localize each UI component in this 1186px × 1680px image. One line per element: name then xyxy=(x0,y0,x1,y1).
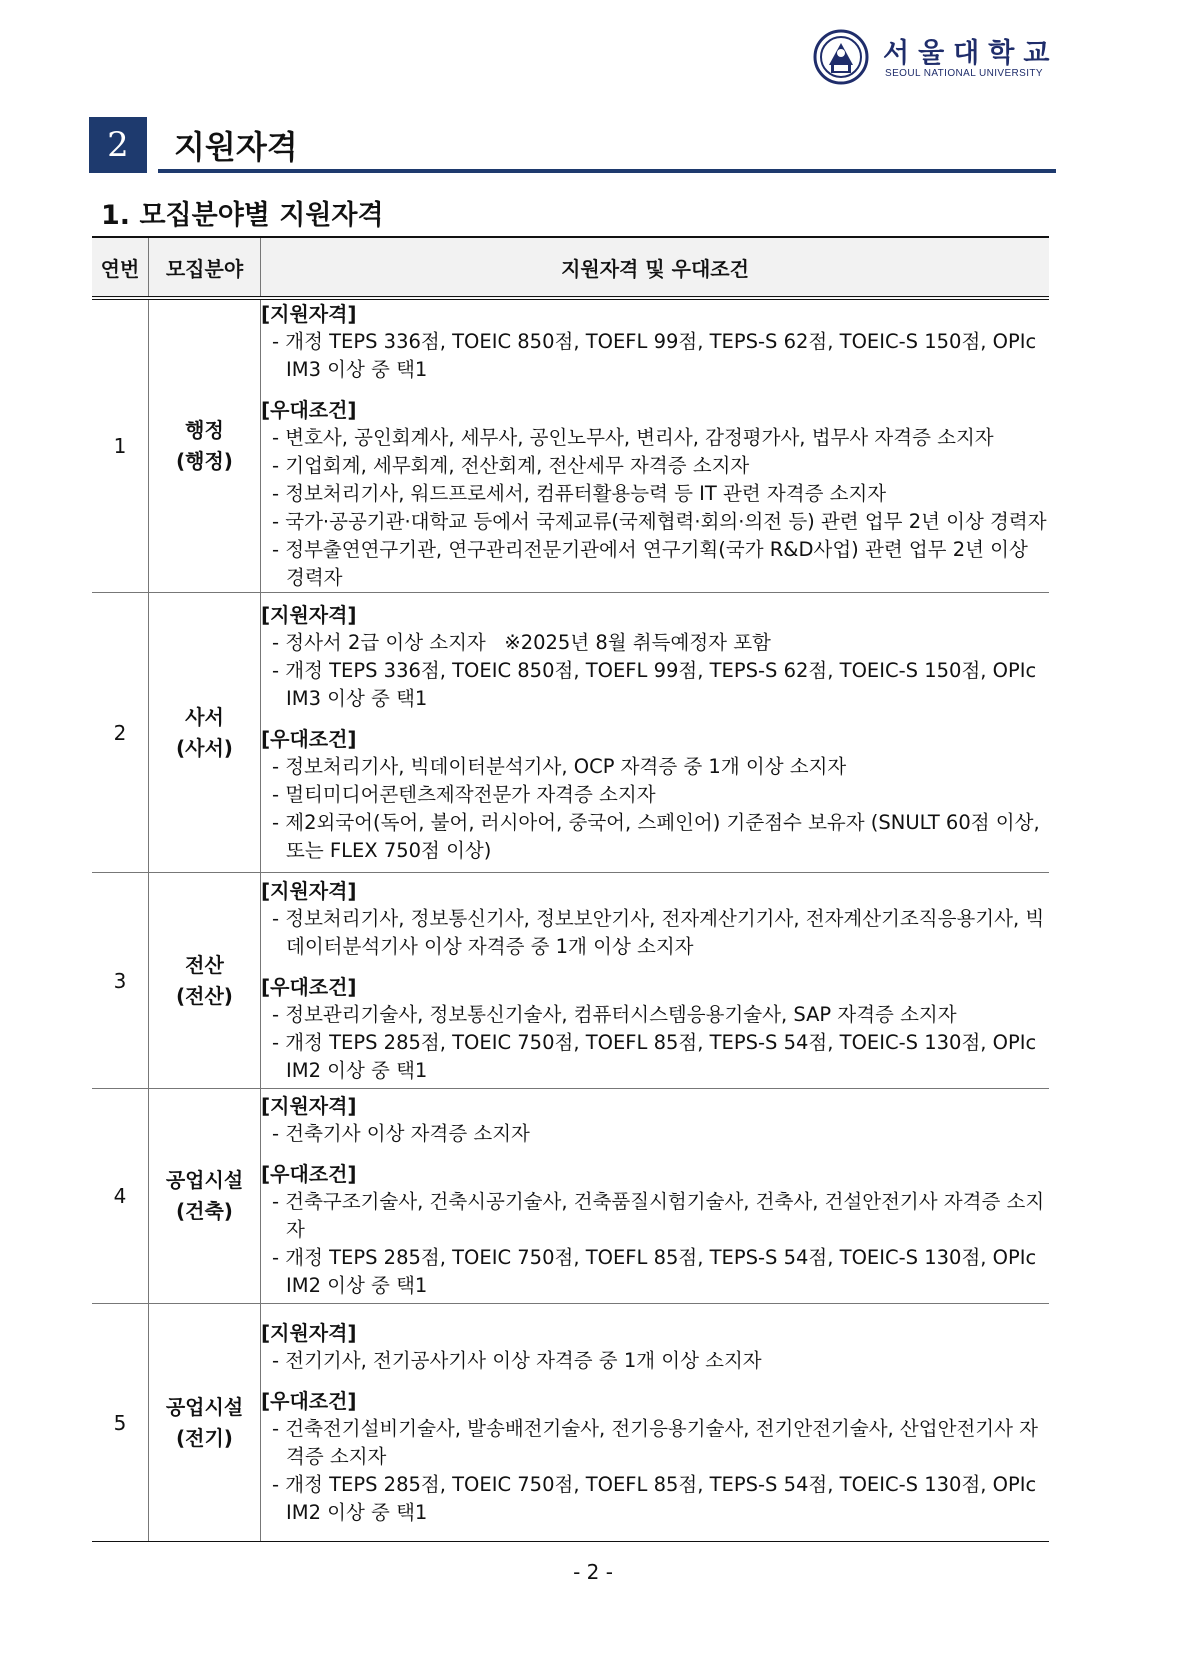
preference-heading: [우대조건] xyxy=(261,398,357,422)
qualification-block xyxy=(261,1092,1049,1148)
qualification-item: - 개정 TEPS 336점, TOEIC 850점, TOEFL 99점, TEPS-S 62점, TOEIC-S 150점, OPIc IM3 이상 중 택1 xyxy=(272,658,1037,710)
preference-heading: [우대조건] xyxy=(261,726,357,751)
header-qualification: 지원자격 및 우대조건 xyxy=(261,237,1050,298)
preference-item: - 제2외국어(독어, 불어, 러시아어, 중국어, 스페인어) 기준점수 보유자 (SNULT 60점 이상, 또는 FLEX 750점 이상) xyxy=(272,810,1040,862)
row-number: 1 xyxy=(92,298,149,593)
field-sub: (사서) xyxy=(176,735,233,760)
qualification-item: - 정보처리기사, 정보통신기사, 정보보안기사, 전자계산기기사, 전자계산기조직응용기사, 빅데이터분석기사 이상 자격증 중 1개 이상 소지자 xyxy=(272,906,1045,958)
university-logo xyxy=(813,27,1061,85)
qualification-table xyxy=(92,236,1049,1542)
page-number: - 2 - xyxy=(573,1560,613,1584)
preference-item: - 멀티미디어콘텐츠제작전문가 자격증 소지자 xyxy=(272,782,656,806)
field-main: 전산 xyxy=(185,952,224,977)
preference-heading: [우대조건] xyxy=(261,974,357,999)
preference-item: - 건축전기설비기술사, 발송배전기술사, 전기응용기술사, 전기안전기술사, 산업안전기사 자격증 소지자 xyxy=(272,1416,1038,1468)
preference-item: - 개정 TEPS 285점, TOEIC 750점, TOEFL 85점, TEPS-S 54점, TOEIC-S 130점, OPIc IM2 이상 중 택1 xyxy=(272,1472,1037,1524)
preference-item: - 정보관리기술사, 정보통신기술사, 컴퓨터시스템응용기술사, SAP 자격증 소지자 xyxy=(272,1002,957,1026)
qualification-block xyxy=(261,1319,1049,1375)
qualification-heading: [지원자격] xyxy=(261,878,357,903)
section-title: 지원자격 xyxy=(174,128,298,166)
logo-name-korean: 서울대학교 xyxy=(883,38,1059,69)
qualification-heading: [지원자격] xyxy=(261,1320,357,1345)
preference-item: - 변호사, 공인회계사, 세무사, 공인노무사, 변리사, 감정평가사, 법무사 자격증 소지자 xyxy=(272,426,994,449)
row-number: 4 xyxy=(92,1089,149,1304)
qualification-block xyxy=(261,601,1049,713)
row-field xyxy=(149,873,261,1089)
row-field xyxy=(149,298,261,593)
preference-item: - 건축구조기술사, 건축시공기술사, 건축품질시험기술사, 건축사, 건설안전기사 자격증 소지자 xyxy=(272,1190,1045,1241)
preference-item: - 개정 TEPS 285점, TOEIC 750점, TOEFL 85점, TEPS-S 54점, TOEIC-S 130점, OPIc IM2 이상 중 택1 xyxy=(272,1030,1037,1082)
field-main: 공업시설 xyxy=(165,1168,244,1192)
row-description xyxy=(261,1304,1050,1542)
row-description xyxy=(261,873,1050,1089)
table-header-row xyxy=(92,237,1049,298)
row-number: 5 xyxy=(92,1304,149,1542)
field-sub: (전기) xyxy=(176,1425,233,1450)
qualification-item: - 개정 TEPS 336점, TOEIC 850점, TOEFL 99점, TEPS-S 62점, TOEIC-S 150점, OPIc IM3 이상 중 택1 xyxy=(272,330,1037,381)
logo-name-english: SEOUL NATIONAL UNIVERSITY xyxy=(885,68,1043,79)
preference-item: - 정부출연연구기관, 연구관리전문기관에서 연구기획(국가 R&D사업) 관련 업무 2년 이상 경력자 xyxy=(272,538,1028,589)
preference-item: - 국가·공공기관·대학교 등에서 국제교류(국제협력·회의·의전 등) 관련 업무 2년 이상 경력자 xyxy=(272,510,1047,533)
table-row xyxy=(92,1089,1049,1304)
header-field: 모집분야 xyxy=(149,237,261,298)
field-main: 공업시설 xyxy=(165,1394,244,1419)
table-row xyxy=(92,1304,1049,1542)
row-number: 3 xyxy=(92,873,149,1089)
preference-block xyxy=(261,1387,1049,1527)
row-field xyxy=(149,1304,261,1542)
qualification-item: - 건축기사 이상 자격증 소지자 xyxy=(272,1122,530,1145)
preference-block xyxy=(261,725,1049,865)
qualification-heading: [지원자격] xyxy=(261,1094,357,1118)
qualification-item: - 전기기사, 전기공사기사 이상 자격증 중 1개 이상 소지자 xyxy=(272,1348,762,1372)
field-main: 행정 xyxy=(185,418,224,442)
qualification-heading: [지원자격] xyxy=(261,602,357,627)
table-row xyxy=(92,298,1049,593)
preference-item: - 기업회계, 세무회계, 전산회계, 전산세무 자격증 소지자 xyxy=(272,454,750,477)
preference-item: - 개정 TEPS 285점, TOEIC 750점, TOEFL 85점, TEPS-S 54점, TOEIC-S 130점, OPIc IM2 이상 중 택1 xyxy=(272,1246,1037,1297)
preference-heading: [우대조건] xyxy=(261,1162,357,1186)
qualification-heading: [지원자격] xyxy=(261,302,357,326)
section-divider xyxy=(158,169,1056,173)
qualification-block xyxy=(261,877,1049,961)
qualification-item: - 정사서 2급 이상 소지자 ※2025년 8월 취득예정자 포함 xyxy=(272,630,771,654)
preference-item: - 정보처리기사, 워드프로세서, 컴퓨터활용능력 등 IT 관련 자격증 소지자 xyxy=(272,482,887,505)
field-main: 사서 xyxy=(185,704,224,729)
header-no: 연번 xyxy=(92,237,149,298)
field-sub: (행정) xyxy=(176,449,233,473)
table-row xyxy=(92,593,1049,873)
preference-heading: [우대조건] xyxy=(261,1388,357,1413)
preference-block xyxy=(261,973,1049,1085)
section-number: 2 xyxy=(89,117,147,173)
field-sub: (건축) xyxy=(176,1199,233,1223)
qualification-block xyxy=(261,300,1049,384)
preference-block xyxy=(261,396,1049,592)
row-description xyxy=(261,298,1050,593)
row-field xyxy=(149,1089,261,1304)
row-description xyxy=(261,593,1050,873)
university-emblem-icon xyxy=(813,29,869,85)
subsection-title: 1. 모집분야별 지원자격 xyxy=(101,200,384,231)
field-sub: (전산) xyxy=(176,983,233,1008)
row-description xyxy=(261,1089,1050,1304)
table-row xyxy=(92,873,1049,1089)
preference-item: - 정보처리기사, 빅데이터분석기사, OCP 자격증 중 1개 이상 소지자 xyxy=(272,754,847,778)
row-number: 2 xyxy=(92,593,149,873)
preference-block xyxy=(261,1160,1049,1300)
row-field xyxy=(149,593,261,873)
